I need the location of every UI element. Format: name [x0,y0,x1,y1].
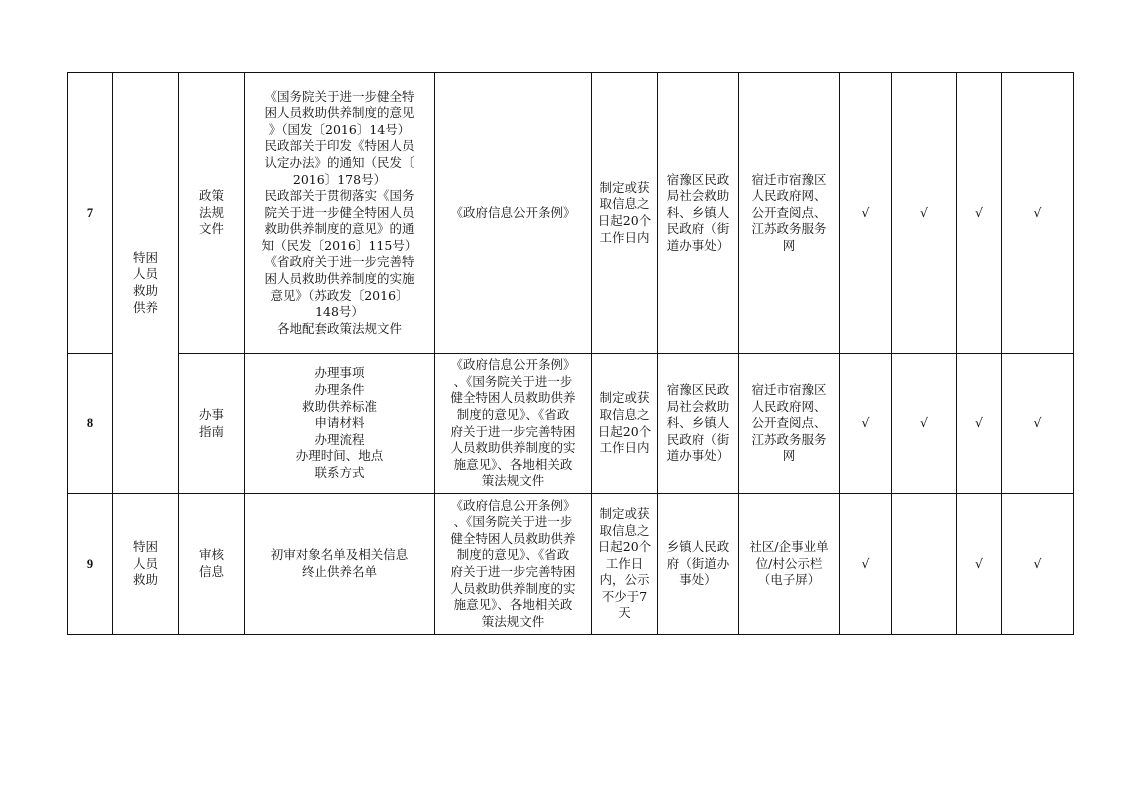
content-cell: 《国务院关于进一步健全特 困人员救助供养制度的意见 》（国发〔2016〕14号） 民政部关于印发《特困人员 认定办法》的通知（民发〔 2016〕178号） 民政部关于贯彻落实《国务 院关于进一步健全特困人员 救助供养制度的意见》的通 知（民发〔2016〕115号） 《省政府关于进一步完善特 困人员救助供养制度的实施 意见》（苏政发〔2016〕 148号） 各地配套政策法规文件 [245,73,435,354]
time-limit-cell: 制定或获 取信息之 日起20个 工作日内 [592,73,658,354]
category-cell: 政策 法规 文件 [179,73,245,354]
table-row [68,354,1074,494]
check-cell: √ [840,354,892,494]
check-cell: √ [1002,354,1074,494]
row-number: 7 [68,73,113,354]
time-limit-cell: 制定或获 取信息之 日起20个 工作日 内，公示 不少于7 天 [592,494,658,635]
time-limit-cell: 制定或获 取信息之 日起20个 工作日内 [592,354,658,494]
content-cell: 办理事项 办理条件 救助供养标准 申请材料 办理流程 办理时间、地点 联系方式 [245,354,435,494]
check-cell: √ [957,73,1002,354]
disclosure-table [67,72,1074,635]
basis-cell: 《政府信息公开条例》 [435,73,592,354]
check-cell: √ [1002,494,1074,635]
channel-cell: 宿迁市宿豫区 人民政府网、 公开查阅点、 江苏政务服务 网 [739,73,840,354]
basis-cell: 《政府信息公开条例》 、《国务院关于进一步 健全特困人员救助供养 制度的意见》、《省政 府关于进一步完善特困 人员救助供养制度的实 施意见》、各地相关政 策法规文件 [435,494,592,635]
content-cell: 初审对象名单及相关信息 终止供养名单 [245,494,435,635]
check-cell: √ [1002,73,1074,354]
check-cell [892,494,957,635]
channel-cell: 宿迁市宿豫区 人民政府网、 公开查阅点、 江苏政务服务 网 [739,354,840,494]
category-cell: 审核 信息 [179,494,245,635]
subject-cell: 宿豫区民政 局社会救助 科、乡镇人 民政府（街 道办事处） [658,73,739,354]
basis-cell: 《政府信息公开条例》 、《国务院关于进一步 健全特困人员救助供养 制度的意见》、《省政 府关于进一步完善特困 人员救助供养制度的实 施意见》、各地相关政 策法规文件 [435,354,592,494]
table-row [68,494,1074,635]
item-name-cell: 特困 人员 救助 [113,494,179,635]
row-number: 9 [68,494,113,635]
check-cell: √ [840,494,892,635]
row-number: 8 [68,354,113,494]
check-cell: √ [957,354,1002,494]
check-cell: √ [892,354,957,494]
check-cell: √ [840,73,892,354]
subject-cell: 乡镇人民政 府（街道办 事处） [658,494,739,635]
item-name-cell: 特困 人员 救助 供养 [113,73,179,494]
category-cell: 办事 指南 [179,354,245,494]
subject-cell: 宿豫区民政 局社会救助 科、乡镇人 民政府（街 道办事处） [658,354,739,494]
channel-cell: 社区/企事业单 位/村公示栏 （电子屏） [739,494,840,635]
check-cell: √ [892,73,957,354]
table-row [68,73,1074,354]
check-cell: √ [957,494,1002,635]
